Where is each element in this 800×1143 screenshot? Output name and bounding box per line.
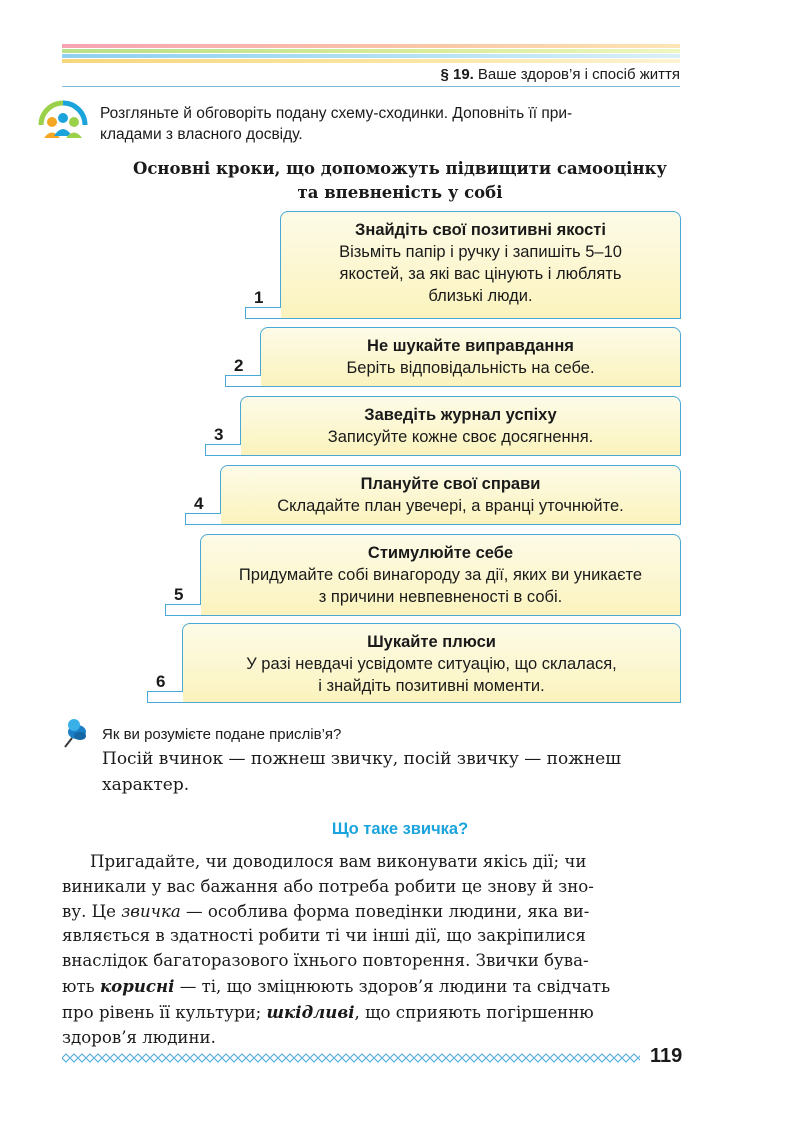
proverb-line-1: Посій вчинок — пожнеш звичку, посій звичку — пожнеш (102, 749, 622, 769)
step-3-tab (205, 444, 241, 456)
step-1-box (280, 211, 681, 319)
para-line-6b: — ті, що зміцнюють здоров’я людини та свідчать (174, 976, 611, 996)
step-1-line-2: якостей, за які вас цінують і люблять (339, 265, 622, 283)
step-3-number: 3 (214, 425, 224, 444)
heading-line-2: та впевненість у собі (297, 183, 503, 202)
section-subheading: Що таке звичка? (331, 820, 469, 838)
proverb-question: Як ви розумієте подане прислів’я? (102, 726, 342, 743)
section-number: § 19. (440, 66, 474, 83)
term-harmful: шкідливі (266, 1001, 355, 1022)
step-6-line-1: У разі невдачі усвідомте ситуацію, що склалася, (246, 655, 617, 673)
step-3-box (240, 396, 681, 456)
step-4-line-1: Складайте план увечері, а вранці уточнюйте. (277, 497, 624, 515)
page-header (440, 66, 680, 83)
para-line-3b: — особлива форма поведінки людини, яка ви- (180, 901, 590, 921)
step-5-tab (165, 604, 201, 616)
para-line-1: Пригадайте, чи доводилося вам виконувати якісь дії; чи (90, 852, 587, 871)
para-line-7a: про рівень її культури; (62, 1002, 267, 1022)
term-habit: звичка (121, 901, 181, 921)
step-1-line-1: Візьміть папір і ручку і запишіть 5–10 (339, 243, 622, 261)
step-2-title: Не шукайте виправдання (367, 337, 574, 355)
step-4-title: Плануйте свої справи (360, 475, 541, 493)
step-6-number: 6 (156, 672, 166, 691)
proverb-line-2: характер. (102, 775, 190, 795)
para-line-3a: ву. Це (62, 901, 122, 921)
step-1-title: Знайдіть свої позитивні якості (355, 221, 606, 239)
task-instruction (100, 103, 685, 145)
step-5-number: 5 (174, 585, 184, 604)
para-line-8: здоров’я людини. (62, 1027, 216, 1047)
header-stripes (62, 44, 680, 66)
section-title: Ваше здоров’я і спосіб життя (477, 66, 680, 83)
step-4-number: 4 (194, 494, 204, 513)
step-6-line-2: і знайдіть позитивні моменти. (318, 677, 545, 695)
step-4-tab (185, 513, 221, 525)
pushpin-icon (58, 716, 92, 752)
task-line-2: кладами з власного досвіду. (100, 126, 303, 143)
diagram-heading (60, 157, 740, 205)
para-line-7b: , що сприяють погіршенню (354, 1002, 594, 1022)
step-4-box (220, 465, 681, 525)
step-3-line-1: Записуйте кожне своє досягнення. (327, 428, 594, 446)
group-discussion-icon (38, 100, 88, 150)
step-1-line-3: близькі люди. (428, 287, 533, 305)
heading-line-1: Основні кроки, що допоможуть підвищити самооцінку (132, 159, 667, 178)
header-rule (62, 86, 680, 87)
step-2-tab (225, 375, 261, 387)
para-line-4: являється в здатності робити ті чи інші дії, що закріпилися (62, 926, 586, 946)
step-5-box (200, 534, 681, 616)
task-line-1: Розгляньте й обговоріть подану схему-сходинки. Доповніть її при- (100, 105, 573, 122)
para-line-6a: ють (62, 976, 100, 996)
step-2-box (260, 327, 681, 387)
step-1-tab (245, 307, 281, 319)
step-2-number: 2 (234, 356, 244, 375)
para-line-2: виникали у вас бажання або потреба робити це знову й зно- (62, 876, 594, 896)
step-2-line-1: Беріть відповідальність на себе. (346, 359, 595, 377)
footer-rule (62, 1050, 640, 1060)
step-5-title: Стимулюйте себе (367, 544, 514, 562)
step-5-line-1: Придумайте собі винагороду за дії, яких ви уникаєте (238, 566, 643, 584)
proverb-text (102, 746, 687, 798)
step-6-box (182, 623, 681, 703)
habit-paragraph (62, 850, 682, 1050)
step-6-tab (147, 691, 183, 703)
term-useful: корисні (99, 975, 175, 996)
page-number: 119 (650, 1045, 683, 1067)
para-line-5: внаслідок багаторазового їхнього повторення. Звички бува- (62, 951, 589, 971)
step-6-title: Шукайте плюси (367, 633, 496, 651)
step-5-line-2: з причини невпевненості в собі. (318, 588, 563, 606)
step-3-title: Заведіть журнал успіху (364, 406, 557, 424)
step-1-number: 1 (254, 288, 264, 307)
